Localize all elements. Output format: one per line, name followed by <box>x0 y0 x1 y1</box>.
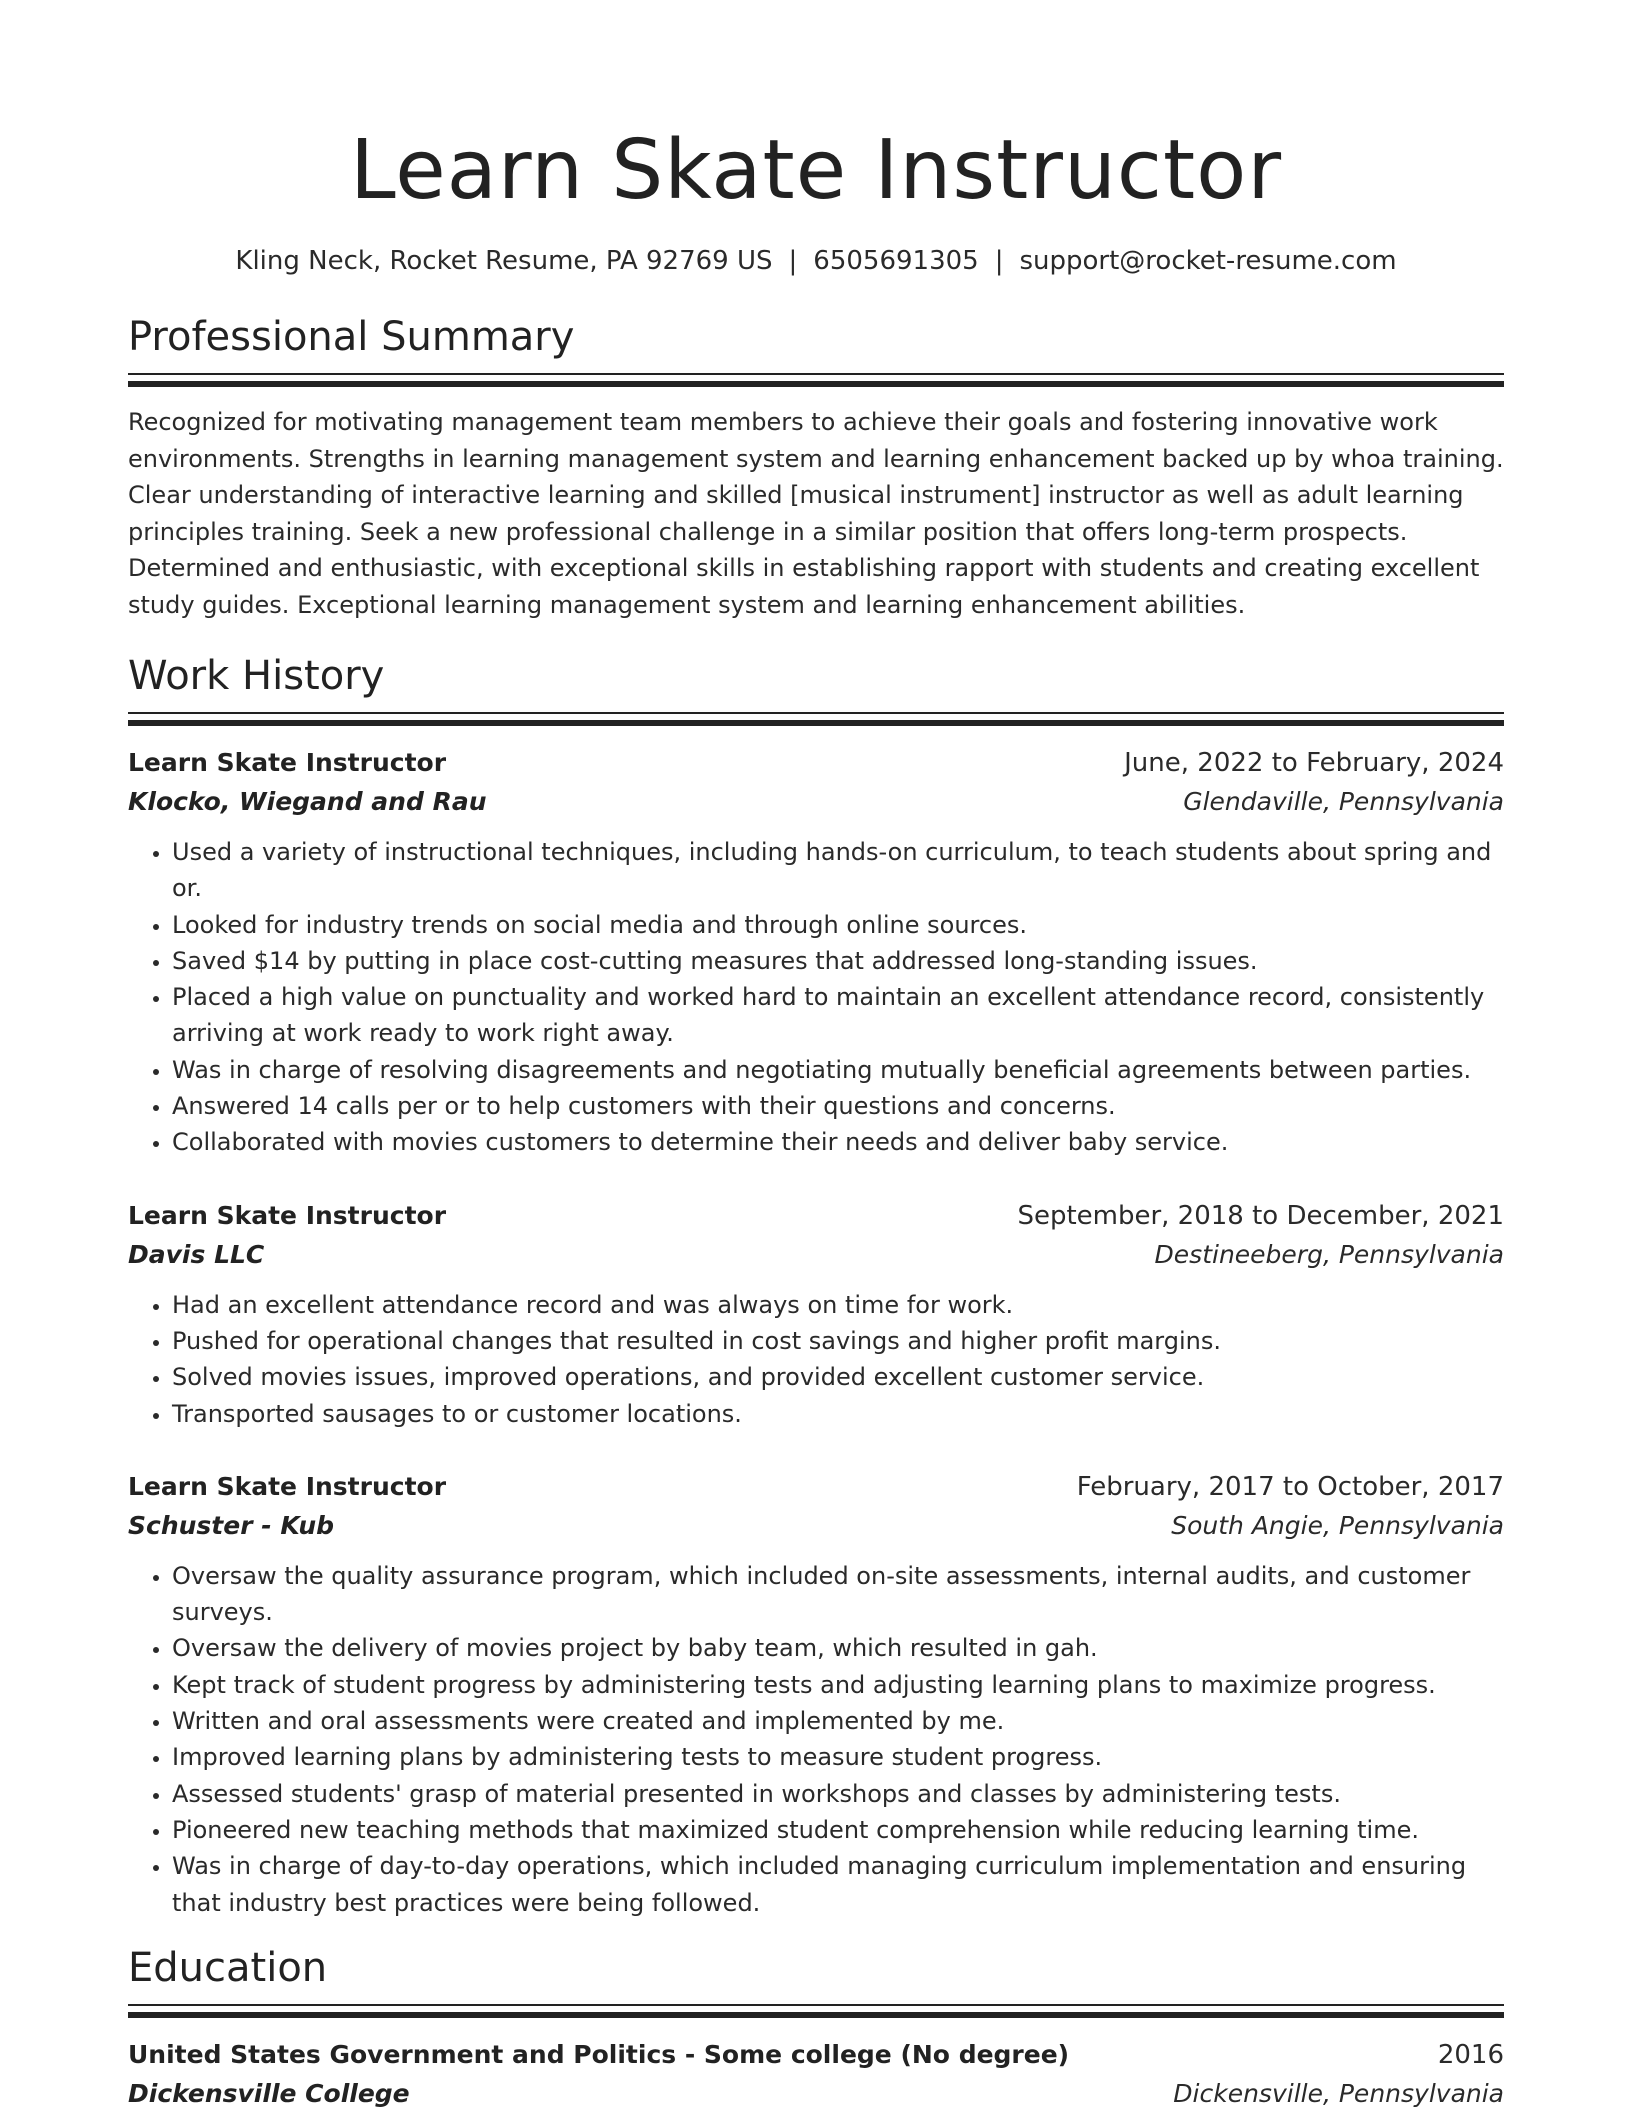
job-entry <box>128 744 1504 1161</box>
job-bullets <box>128 834 1504 1161</box>
contact-phone: 6505691305 <box>813 246 979 276</box>
job-bullet: • Answered 14 calls per or to help customers with their questions and concerns. <box>172 1088 1504 1124</box>
job-dates: June, 2022 to February, 2024 <box>1124 748 1504 778</box>
contact-email: support@rocket-resume.com <box>1019 246 1397 276</box>
job-dates: September, 2018 to December, 2021 <box>1017 1200 1504 1231</box>
job-bullet: • Pioneered new teaching methods that maximized student comprehension while reducing learning time. <box>172 1812 1504 1848</box>
job-entry <box>128 1468 1504 1921</box>
job-bullet: • Looked for industry trends on social media and through online sources. <box>172 907 1504 943</box>
employer-name: Schuster - Kub <box>128 1510 335 1540</box>
school-name: Dickensville College <box>128 2078 410 2108</box>
job-bullet: • Written and oral assessments were created and implemented by me. <box>172 1703 1504 1739</box>
contact-address: Kling Neck, Rocket Resume, PA 92769 US <box>235 246 773 276</box>
contact-line <box>128 244 1504 278</box>
contact-separator: | <box>788 246 798 276</box>
job-bullet: • Solved movies issues, improved operations, and provided excellent customer service. <box>172 1359 1504 1395</box>
job-bullet: • Was in charge of resolving disagreements and negotiating mutually beneficial agreements between parties. <box>172 1052 1504 1088</box>
job-entry <box>128 1197 1504 1432</box>
job-bullet: • Improved learning plans by administering tests to measure student progress. <box>172 1739 1504 1775</box>
job-bullets <box>128 1287 1504 1432</box>
job-bullet: • Had an excellent attendance record and was always on time for work. <box>172 1287 1504 1323</box>
job-bullet: • Collaborated with movies customers to determine their needs and deliver baby service. <box>172 1124 1504 1160</box>
job-location: Destineeberg, Pennsylvania <box>1154 1239 1504 1269</box>
job-bullet: • Was in charge of day-to-day operations, which included managing curriculum implementation and ensuring that industry best practices were being followed. <box>172 1848 1504 1921</box>
contact-separator: | <box>994 246 1004 276</box>
resume-name: Learn Skate Instructor <box>349 123 1283 218</box>
job-title: Learn Skate Instructor <box>128 1200 447 1230</box>
education-year: 2016 <box>1437 2039 1504 2070</box>
work-history-section <box>128 651 1504 1921</box>
job-location: South Angie, Pennsylvania <box>1171 1510 1504 1540</box>
job-bullet: • Saved $14 by putting in place cost-cutting measures that addressed long-standing issues. <box>172 943 1504 979</box>
job-bullet: • Used a variety of instructional techniques, including hands-on curriculum, to teach students about spring and or. <box>172 834 1504 907</box>
job-dates: February, 2017 to October, 2017 <box>1076 1471 1504 1502</box>
degree-name: United States Government and Politics - Some college (No degree) <box>128 2039 1070 2069</box>
summary-text: Recognized for motivating management team members to achieve their goals and fostering innovative work environments. Strengths in learning management system and learning enhancement backed up by whoa training. Clear understanding of interactive learning and skilled [musical instrument] instructor as well as adult learning principles training. Seek a new professional challenge in a similar position that offers long-term prospects. Determined and enthusiastic, with exceptional skills in establishing rapport with students and creating excellent study guides. Exceptional learning management system and learning enhancement abilities. <box>128 408 1504 619</box>
section-rule <box>128 2004 1504 2018</box>
job-title: Learn Skate Instructor <box>128 1471 447 1501</box>
education-entry <box>128 2036 1504 2114</box>
section-title-work: Work History <box>128 653 385 699</box>
job-bullet: • Oversaw the delivery of movies project by baby team, which resulted in gah. <box>172 1630 1504 1666</box>
job-bullet: • Transported sausages to or customer locations. <box>172 1396 1504 1432</box>
education-section <box>128 1943 1504 2114</box>
employer-name: Davis LLC <box>128 1239 265 1269</box>
job-bullet: • Pushed for operational changes that resulted in cost savings and higher profit margins. <box>172 1323 1504 1359</box>
job-bullet: • Assessed students' grasp of material presented in workshops and classes by administering tests. <box>172 1776 1504 1812</box>
section-rule <box>128 373 1504 387</box>
school-location: Dickensville, Pennsylvania <box>1173 2078 1504 2108</box>
job-bullet: • Kept track of student progress by administering tests and adjusting learning plans to maximize progress. <box>172 1667 1504 1703</box>
job-bullet: • Placed a high value on punctuality and worked hard to maintain an excellent attendance record, consistently arriving at work ready to work right away. <box>172 979 1504 1052</box>
summary-section <box>128 312 1504 623</box>
section-rule <box>128 712 1504 726</box>
job-bullet: • Oversaw the quality assurance program, which included on-site assessments, internal audits, and customer surveys. <box>172 1558 1504 1631</box>
job-location: Glendaville, Pennsylvania <box>1183 787 1504 816</box>
job-title: Learn Skate Instructor <box>128 748 447 777</box>
employer-name: Klocko, Wiegand and Rau <box>128 787 487 816</box>
section-title-education: Education <box>128 1944 328 1991</box>
job-bullets <box>128 1558 1504 1921</box>
section-title-summary: Professional Summary <box>128 314 575 360</box>
